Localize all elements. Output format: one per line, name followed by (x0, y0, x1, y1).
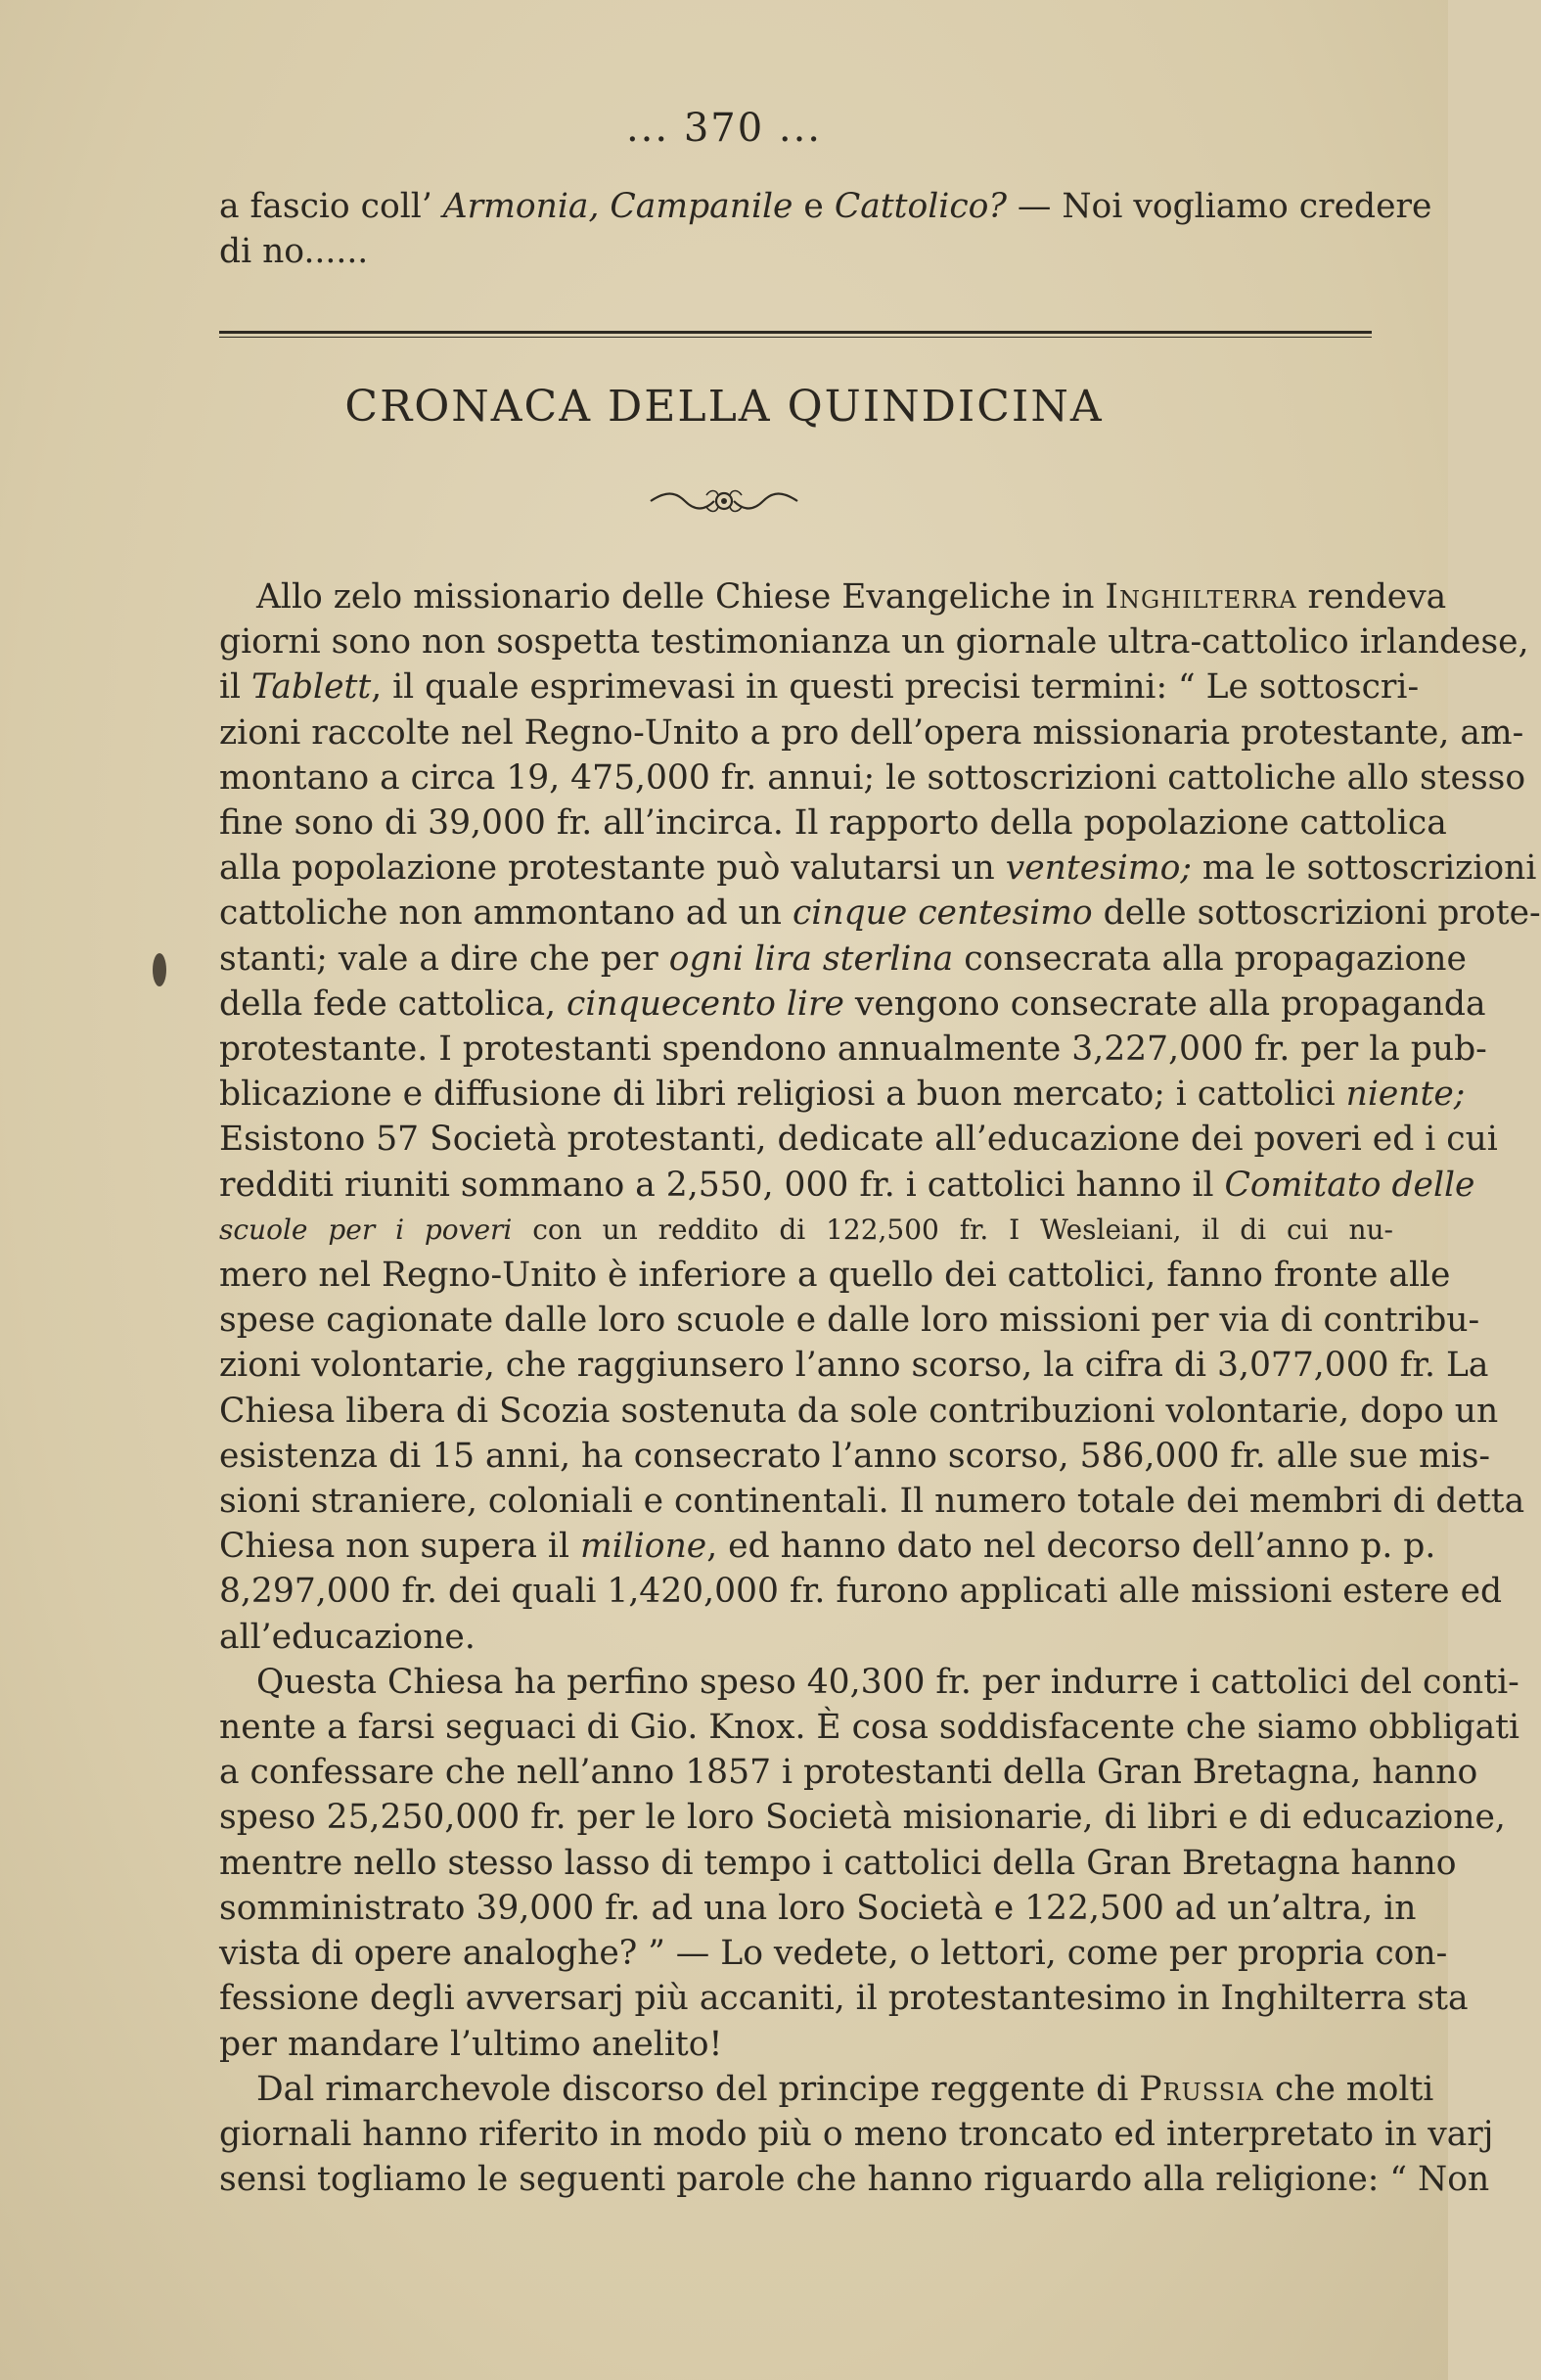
body-line: Esistono 57 Società protestanti, dedicate all’educazione dei poveri ed i cui (219, 1120, 1498, 1160)
body-line: zioni volontarie, che raggiunsero l’anno scorso, la cifra di 3,077,000 fr. La (219, 1346, 1489, 1386)
body-line: Allo zelo missionario delle Chiese Evangeliche in Inghilterra rendeva (256, 577, 1447, 617)
body-line: protestante. I protestanti spendono annualmente 3,227,000 fr. per la pub- (219, 1030, 1487, 1070)
body-line: per mandare l’ultimo anelito! (219, 2024, 723, 2064)
body-line: mero nel Regno-Unito è inferiore a quello dei cattolici, fanno fronte alle (219, 1256, 1451, 1296)
page-number: ... 370 ... (625, 106, 823, 151)
body-line: della fede cattolica, cinquecento lire vengono consecrate alla propaganda (219, 984, 1486, 1024)
body-line: Questa Chiesa ha perfino speso 40,300 fr. per indurre i cattolici del conti- (256, 1662, 1519, 1702)
body-line: esistenza di 15 anni, ha consecrato l’anno scorso, 586,000 fr. alle sue mis- (219, 1436, 1491, 1476)
body-line: stanti; vale a dire che per ogni lira sterlina consecrata alla propagazione (219, 938, 1467, 979)
body-line: zioni raccolte nel Regno-Unito a pro dell’opera missionaria protestante, am- (219, 712, 1524, 753)
intro-paragraph (219, 184, 1432, 274)
section-heading: CRONACA DELLA QUINDICINA (344, 382, 1104, 432)
body-line: Chiesa non supera il milione, ed hanno dato nel decorso dell’anno p. p. (219, 1527, 1436, 1567)
italic-armonia: Armonia, Campanile (442, 187, 793, 226)
body-line: a confessare che nell’anno 1857 i protestanti della Gran Bretagna, hanno (219, 1753, 1478, 1793)
italic-cattolico: Cattolico? (834, 187, 1007, 226)
body-line: sensi togliamo le seguenti parole che hanno riguardo alla religione: “ Non (219, 2160, 1490, 2200)
body-line: vista di opere analoghe? ” — Lo vedete, o lettori, come per propria con- (219, 1934, 1448, 1974)
body-line: giorni sono non sospetta testimonianza un giornale ultra-cattolico irlandese, (219, 622, 1529, 663)
body-line: fine sono di 39,000 fr. all’incirca. Il rapporto della popolazione cattolica (219, 803, 1447, 844)
section-rule-thin (219, 337, 1372, 338)
body-line: il Tablett, il quale esprimevasi in questi precisi termini: “ Le sottoscri- (219, 667, 1420, 708)
body-line: 8,297,000 fr. dei quali 1,420,000 fr. furono applicati alle missioni estere ed (219, 1572, 1503, 1612)
body-line: Chiesa libera di Scozia sostenuta da sole contribuzioni volontarie, dopo un (219, 1391, 1499, 1431)
body-line: scuole per i poveri con un reddito di 122,500 fr. I Wesleiani, il di cui nu- (219, 1213, 1393, 1246)
intro-line-1: a fascio coll’ Armonia, Campanile e Cattolico? — Noi vogliamo credere (219, 187, 1432, 226)
body-line: spese cagionate dalle loro scuole e dalle loro missioni per via di contribu- (219, 1301, 1480, 1341)
ornament-flourish-icon (646, 481, 802, 521)
body-line: blicazione e diffusione di libri religiosi a buon mercato; i cattolici niente; (219, 1075, 1466, 1115)
body-line: fessione degli avversarj più accaniti, il protestantesimo in Inghilterra sta (219, 1979, 1469, 2019)
body-line: sioni straniere, coloniali e continentali. Il numero totale dei membri di detta (219, 1482, 1525, 1522)
chronicle-body (219, 574, 1541, 2202)
body-line: somministrato 39,000 fr. ad una loro Società e 122,500 ad un’altra, in (219, 1888, 1417, 1928)
body-line: cattoliche non ammontano ad un cinque centesimo delle sottoscrizioni prote- (219, 893, 1541, 934)
ink-blot (153, 953, 166, 986)
body-line: all’educazione. (219, 1617, 476, 1657)
body-line: redditi riuniti sommano a 2,550, 000 fr. i cattolici hanno il Comitato delle (219, 1165, 1475, 1205)
section-rule-thick (219, 331, 1372, 334)
body-line: montano a circa 19, 475,000 fr. annui; le sottoscrizioni cattoliche allo stesso (219, 757, 1526, 798)
body-line: mentre nello stesso lasso di tempo i cattolici della Gran Bretagna hanno (219, 1843, 1457, 1883)
intro-line-2: di no...... (219, 232, 369, 272)
body-line: nente a farsi seguaci di Gio. Knox. È cosa soddisfacente che siamo obbligati (219, 1708, 1520, 1748)
body-line: speso 25,250,000 fr. per le loro Società misionarie, di libri e di educazione, (219, 1798, 1506, 1838)
body-line: alla popolazione protestante può valutarsi un ventesimo; ma le sottoscrizioni (219, 848, 1537, 889)
body-line: giornali hanno riferito in modo più o meno troncato ed interpretato in varj (219, 2114, 1494, 2154)
body-line: Dal rimarchevole discorso del principe reggente di Prussia che molti (256, 2069, 1434, 2109)
